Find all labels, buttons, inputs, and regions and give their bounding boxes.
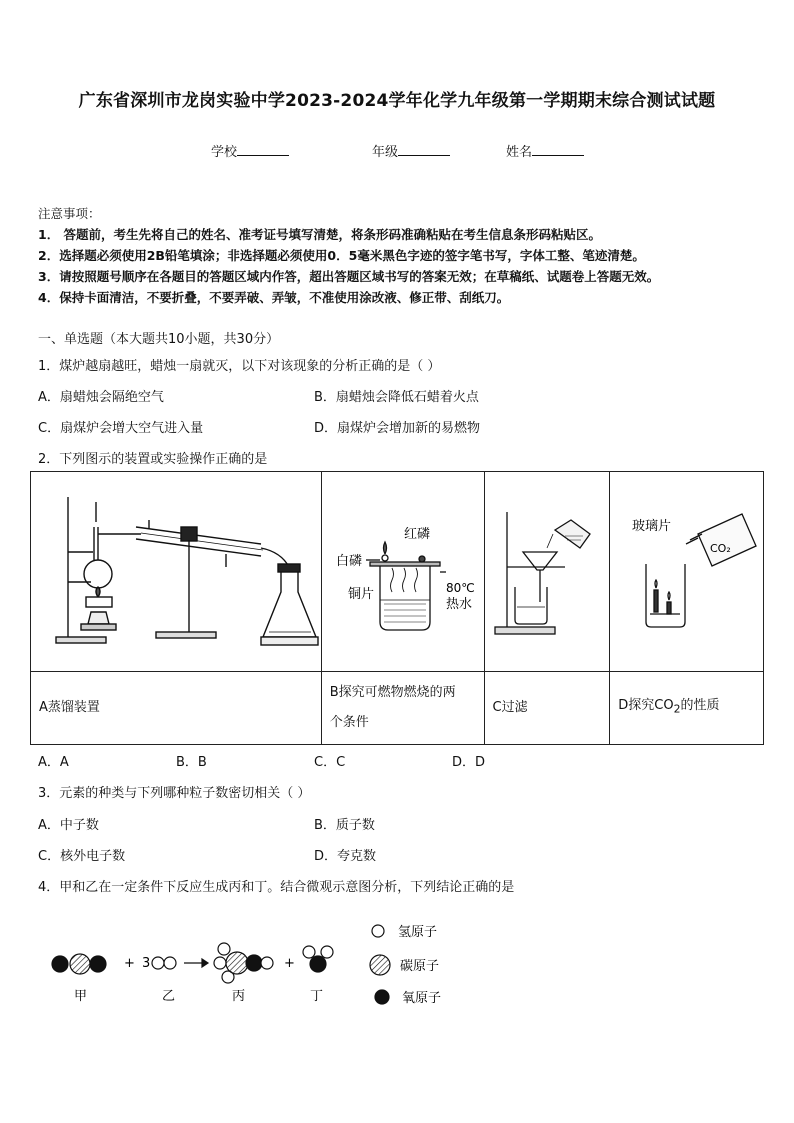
hydrogen-atom-icon xyxy=(321,946,333,958)
filtration-figure-cell xyxy=(484,472,610,672)
hydrogen-atom-icon xyxy=(214,957,226,969)
caption-d-pre: D探究CO xyxy=(618,698,674,714)
glass-plate-label: 玻璃片 xyxy=(632,519,672,534)
caption-b-line2: 个条件 xyxy=(329,715,369,730)
note-item: 4．保持卡面清洁，不要折叠，不要弄破、弄皱，不准使用涂改液、修正带、刮纸刀。 xyxy=(38,290,510,305)
legend-hydrogen-label: 氢原子 xyxy=(398,925,438,940)
name-blank[interactable] xyxy=(532,142,584,156)
carbon-atom-icon xyxy=(70,954,90,974)
note-item: 3．请按照题号顺序在各题目的答题区域内作答，超出答题区域书写的答案无效；在草稿纸、试题卷上答题无效。 xyxy=(38,269,660,284)
notes-heading: 注意事项： xyxy=(38,206,101,221)
filtration-apparatus-figure xyxy=(485,472,609,667)
oxygen-atom-icon xyxy=(52,956,68,972)
caption-b-line1: B探究可燃物燃烧的两 xyxy=(329,685,456,700)
school-label: 学校 xyxy=(211,145,238,160)
legend-hydrogen-icon xyxy=(372,925,384,937)
q2-option-a[interactable]: A．A xyxy=(38,755,69,770)
school-blank[interactable] xyxy=(237,142,289,156)
q2-option-b[interactable]: B．B xyxy=(176,755,207,770)
distillation-figure-cell xyxy=(31,472,322,672)
hydrogen-atom-icon xyxy=(218,943,230,955)
distillation-apparatus-figure xyxy=(31,472,320,667)
plus-sign: + xyxy=(124,956,135,971)
grade-label: 年级 xyxy=(372,145,399,160)
question-4-stem: 4．甲和乙在一定条件下反应生成丙和丁。结合微观示意图分析，下列结论正确的是 xyxy=(38,880,515,895)
combustion-experiment-figure xyxy=(322,472,483,667)
q3-option-a[interactable]: A．中子数 xyxy=(38,818,99,833)
caption-a: A蒸馏装置 xyxy=(31,672,322,745)
label-ding: 丁 xyxy=(310,989,324,1004)
hydrogen-atom-icon xyxy=(261,957,273,969)
legend-carbon-label: 碳原子 xyxy=(400,959,440,974)
oxygen-atom-icon xyxy=(310,956,326,972)
question-2-stem: 2．下列图示的装置或实验操作正确的是 xyxy=(38,452,268,467)
oxygen-atom-icon xyxy=(90,956,106,972)
q3-option-d[interactable]: D．夸克数 xyxy=(314,849,377,864)
question-1-stem: 1．煤炉越扇越旺，蜡烛一扇就灭，以下对该现象的分析正确的是（ ） xyxy=(38,359,441,374)
q1-option-d[interactable]: D．扇煤炉会增加新的易燃物 xyxy=(314,421,481,436)
label-yi: 乙 xyxy=(162,989,176,1004)
section-heading: 一、单选题（本大题共10小题，共30分） xyxy=(38,332,280,347)
caption-d xyxy=(610,672,764,745)
reaction-diagram xyxy=(30,910,480,1015)
note-item: 1． 答题前，考生先将自己的姓名、准考证号填写清楚，将条形码准确粘贴在考生信息条形码粘贴区。 xyxy=(38,227,602,242)
legend-carbon-icon xyxy=(370,955,390,975)
apparatus-table xyxy=(30,471,764,745)
red-phosphorus-label: 红磷 xyxy=(403,527,430,542)
label-bing: 丙 xyxy=(232,989,246,1004)
q3-option-c[interactable]: C．核外电子数 xyxy=(38,849,126,864)
legend-oxygen-label: 氧原子 xyxy=(402,991,442,1006)
q2-option-c[interactable]: C．C xyxy=(314,755,346,770)
co2-figure-cell xyxy=(610,472,764,672)
q1-option-c[interactable]: C．扇煤炉会增大空气进入量 xyxy=(38,421,204,436)
plus-sign: + xyxy=(284,956,295,971)
copper-sheet-label: 铜片 xyxy=(347,587,374,602)
grade-field[interactable] xyxy=(372,141,450,160)
caption-b xyxy=(321,672,484,745)
name-field[interactable] xyxy=(506,141,584,160)
co2-experiment-figure xyxy=(610,472,762,667)
coefficient: 3 xyxy=(142,956,151,971)
name-label: 姓名 xyxy=(506,145,533,160)
caption-d-post: 的性质 xyxy=(680,698,720,714)
note-item: 2．选择题必须使用2B铅笔填涂；非选择题必须使用0．5毫米黑色字迹的签字笔书写，字体工整、笔迹清楚。 xyxy=(38,248,645,263)
page-title: 广东省深圳市龙岗实验中学2023-2024学年化学九年级第一学期期末综合测试试题 xyxy=(78,91,716,111)
temperature-label: 80℃ xyxy=(445,581,475,595)
school-field[interactable] xyxy=(211,141,289,160)
q1-option-b[interactable]: B．扇蜡烛会降低石蜡着火点 xyxy=(314,390,479,405)
question-3-stem: 3．元素的种类与下列哪种粒子数密切相关（ ） xyxy=(38,786,311,801)
q1-option-a[interactable]: A．扇蜡烛会隔绝空气 xyxy=(38,390,164,405)
grade-blank[interactable] xyxy=(398,142,450,156)
caption-d-sub: 2 xyxy=(673,702,681,716)
q2-option-d[interactable]: D．D xyxy=(452,755,486,770)
hydrogen-atom-icon xyxy=(303,946,315,958)
hydrogen-atom-icon xyxy=(152,957,164,969)
co2-bottle-label: CO₂ xyxy=(710,542,731,555)
hot-water-label: 热水 xyxy=(445,597,472,612)
caption-c: C过滤 xyxy=(484,672,610,745)
oxygen-atom-icon xyxy=(246,955,262,971)
carbon-atom-icon xyxy=(226,952,248,974)
combustion-figure-cell xyxy=(321,472,484,672)
white-phosphorus-label: 白磷 xyxy=(335,554,362,569)
legend-oxygen-icon xyxy=(375,990,389,1004)
hydrogen-atom-icon xyxy=(164,957,176,969)
label-jia: 甲 xyxy=(74,989,88,1004)
q3-option-b[interactable]: B．质子数 xyxy=(314,818,375,833)
